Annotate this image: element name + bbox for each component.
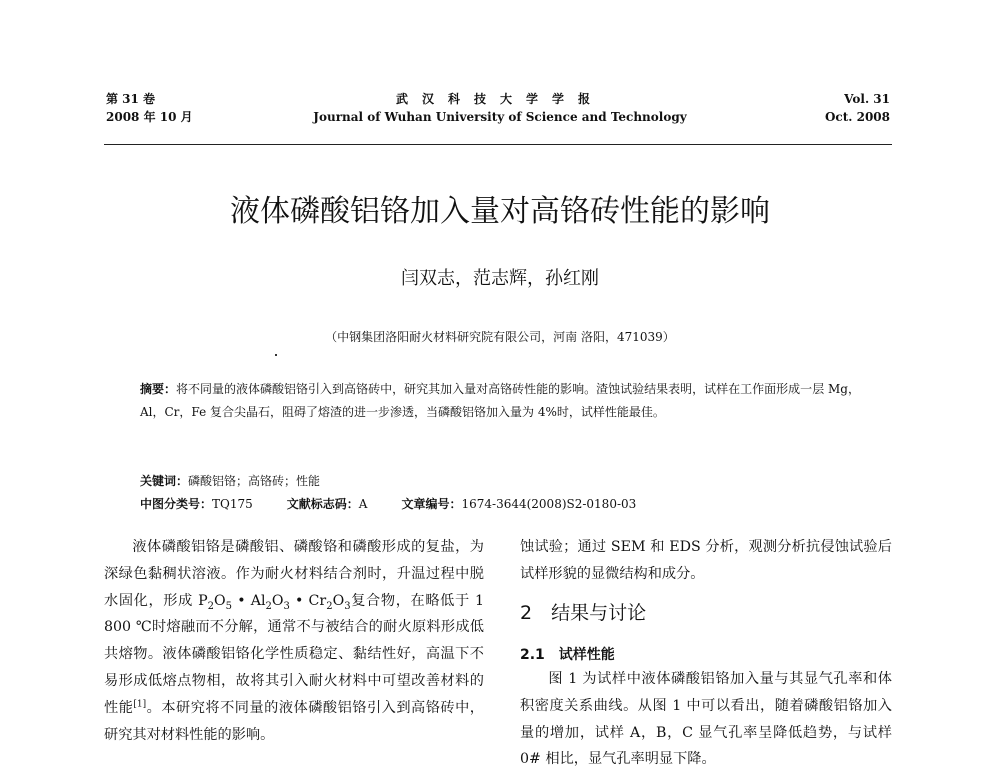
doc-code-value: A — [358, 497, 368, 511]
paper-title: 液体磷酸铝铬加入量对高铬砖性能的影响 — [230, 194, 770, 229]
text-run: • Cr — [289, 592, 327, 609]
text-run: 液体磷酸铝铬是磷酸铝、磷酸铬和磷酸形成的复盐，为深绿色黏稠状溶液。作为耐火材料结合剂时，升温过程中脱水固化，形成 P — [104, 539, 484, 609]
body-right-paragraph: 图 1 为试样中液体磷酸铝铬加入量与其显气孔率和体积密度关系曲线。从图 1 中可以看出，随着磷酸铝铬加入量的增加，试样 A，B，C 显气孔率呈降低趋势，与试样 0# 相比，显气孔率明显下降。 — [520, 671, 892, 768]
subscript: 5 — [225, 600, 233, 612]
subscript: 2 — [207, 600, 215, 612]
text-run: O — [214, 592, 226, 609]
section-2-1-heading: 2.1 试样性能 — [520, 647, 615, 663]
subscript: 3 — [283, 600, 290, 612]
paper-authors: 闫双志，范志辉，孙红刚 — [401, 268, 599, 289]
abstract-text: 将不同量的液体磷酸铝铬引入到高铬砖中，研究其加入量对高铬砖性能的影响。渣蚀试验结果表明，试样在工作面形成一层 Mg，Al，Cr，Fe 复合尖晶石，阻碍了熔渣的进一步渗透，当磷酸铝铬加入量为 4%时，试样性能最佳。 — [140, 382, 860, 419]
article-id-value: 1674-3644(2008)S2-0180-03 — [461, 497, 637, 511]
classification-line — [140, 493, 636, 516]
text-run: 。本研究将不同量的液体磷酸铝铬引入到高铬砖中，研究其对材料性能的影响。 — [104, 699, 484, 743]
header-rule — [104, 144, 892, 145]
header-date-en: Oct. 2008 — [824, 110, 890, 124]
abstract — [140, 378, 860, 424]
text-run: O — [271, 592, 284, 609]
section-2-heading: 2 结果与讨论 — [520, 602, 647, 624]
meta-block — [140, 470, 636, 516]
article-id-label: 文章编号： — [401, 497, 462, 511]
doc-code-label: 文献标志码： — [286, 497, 359, 511]
body-left-paragraph — [104, 534, 484, 748]
keywords-text: 磷酸铝铬；高铬砖；性能 — [188, 474, 321, 488]
text-run: • Al — [232, 592, 266, 609]
clc-value: TQ175 — [212, 497, 253, 511]
citation-ref: [1] — [133, 699, 147, 710]
header-date-cn: 2008 年 10 月 — [106, 110, 193, 124]
text-run: O — [332, 592, 345, 609]
clc-label: 中图分类号： — [140, 497, 213, 511]
scan-speck — [275, 354, 277, 356]
keywords-line — [140, 470, 636, 493]
subscript: 2 — [326, 600, 333, 612]
header-volume-en: Vol. 31 — [844, 92, 890, 106]
header-journal-en: Journal of Wuhan University of Science and Technology — [313, 110, 687, 124]
body-right-continuation: 蚀试验；通过 SEM 和 EDS 分析，观测分析抗侵蚀试验后试样形貌的显微结构和成分。 — [520, 539, 892, 582]
keywords-label: 关键词： — [140, 474, 189, 488]
subscript: 2 — [265, 600, 272, 612]
abstract-label: 摘要： — [140, 382, 177, 396]
paper-affiliation: （中钢集团洛阳耐火材料研究院有限公司，河南 洛阳，471039） — [325, 330, 675, 344]
subscript: 3 — [344, 600, 351, 612]
header-journal-cn: 武汉科技大学学报 — [395, 92, 604, 106]
text-run: 复合物，在略低于 1 800 ℃时熔融而不分解，通常不与被结合的耐火原料形成低共熔物。液体磷酸铝铬化学性质稳定、黏结性好，高温下不易形成低熔点物相，故将其引入耐火材料中可望改善材料的性能 — [104, 592, 485, 716]
header-volume-cn: 第 31 卷 — [106, 92, 156, 106]
header-volume-en-block — [760, 90, 890, 126]
